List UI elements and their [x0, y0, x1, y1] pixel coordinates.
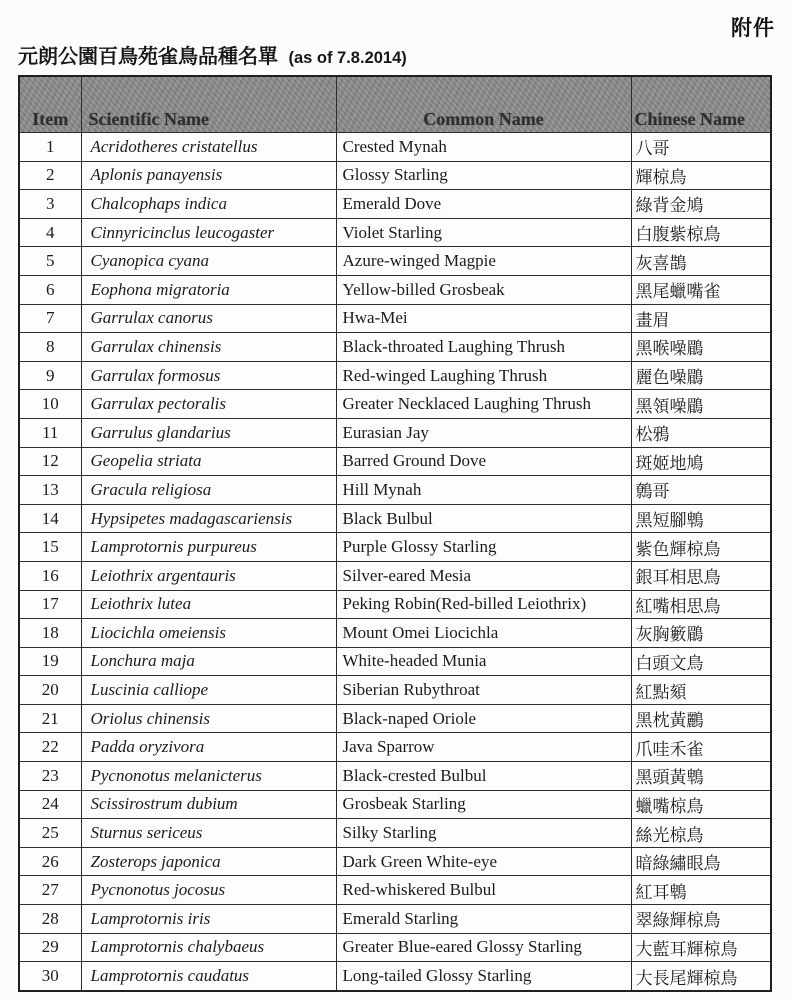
cell-chinese-name: 綠背金鳩: [631, 190, 771, 219]
cell-common-name: Silver-eared Mesia: [336, 561, 631, 590]
cell-scientific-name: Liocichla omeiensis: [81, 619, 336, 648]
cell-scientific-name: Chalcophaps indica: [81, 190, 336, 219]
cell-common-name: Glossy Starling: [336, 161, 631, 190]
table-row: [19, 704, 771, 733]
cell-chinese-name: 紅耳鵯: [631, 876, 771, 905]
cell-scientific-name: Garrulax formosus: [81, 361, 336, 390]
cell-scientific-name: Scissirostrum dubium: [81, 790, 336, 819]
cell-chinese-name: 白腹紫椋鳥: [631, 218, 771, 247]
cell-common-name: White-headed Munia: [336, 647, 631, 676]
cell-item-number: 28: [19, 905, 81, 934]
cell-scientific-name: Lamprotornis caudatus: [81, 962, 336, 991]
attachment-label: 附件: [731, 16, 775, 40]
table-row: [19, 418, 771, 447]
cell-common-name: Peking Robin(Red-billed Leiothrix): [336, 590, 631, 619]
cell-item-number: 30: [19, 962, 81, 991]
cell-chinese-name: 松鴉: [631, 418, 771, 447]
table-row: [19, 218, 771, 247]
table-row: [19, 933, 771, 962]
page-title-date-note: (as of 7.8.2014): [288, 49, 407, 67]
cell-item-number: 13: [19, 476, 81, 505]
page-title-chinese: 元朗公園百鳥苑雀鳥品種名單: [18, 46, 278, 68]
cell-item-number: 2: [19, 161, 81, 190]
cell-chinese-name: 紅嘴相思鳥: [631, 590, 771, 619]
cell-common-name: Mount Omei Liocichla: [336, 619, 631, 648]
cell-chinese-name: 蠟嘴椋鳥: [631, 790, 771, 819]
cell-common-name: Barred Ground Dove: [336, 447, 631, 476]
cell-chinese-name: 灰喜鵲: [631, 247, 771, 276]
cell-scientific-name: Padda oryzivora: [81, 733, 336, 762]
cell-scientific-name: Aplonis panayensis: [81, 161, 336, 190]
cell-scientific-name: Acridotheres cristatellus: [81, 133, 336, 162]
cell-item-number: 5: [19, 247, 81, 276]
table-row: [19, 847, 771, 876]
cell-chinese-name: 黑短腳鵯: [631, 504, 771, 533]
table-row: [19, 676, 771, 705]
cell-chinese-name: 畫眉: [631, 304, 771, 333]
cell-chinese-name: 紫色輝椋鳥: [631, 533, 771, 562]
cell-chinese-name: 鷯哥: [631, 476, 771, 505]
cell-chinese-name: 絲光椋鳥: [631, 819, 771, 848]
cell-scientific-name: Lonchura maja: [81, 647, 336, 676]
cell-scientific-name: Garrulax chinensis: [81, 333, 336, 362]
cell-item-number: 7: [19, 304, 81, 333]
table-row: [19, 304, 771, 333]
cell-chinese-name: 白頭文鳥: [631, 647, 771, 676]
cell-item-number: 21: [19, 704, 81, 733]
table-row: [19, 361, 771, 390]
cell-chinese-name: 黑領噪鶥: [631, 390, 771, 419]
table-row: [19, 647, 771, 676]
cell-common-name: Hill Mynah: [336, 476, 631, 505]
cell-chinese-name: 爪哇禾雀: [631, 733, 771, 762]
cell-common-name: Emerald Dove: [336, 190, 631, 219]
table-row: [19, 819, 771, 848]
cell-scientific-name: Lamprotornis chalybaeus: [81, 933, 336, 962]
cell-item-number: 18: [19, 619, 81, 648]
cell-chinese-name: 黑喉噪鶥: [631, 333, 771, 362]
table-row: [19, 333, 771, 362]
cell-common-name: Greater Blue-eared Glossy Starling: [336, 933, 631, 962]
table-row: [19, 733, 771, 762]
cell-common-name: Eurasian Jay: [336, 418, 631, 447]
cell-item-number: 14: [19, 504, 81, 533]
cell-scientific-name: Lamprotornis purpureus: [81, 533, 336, 562]
cell-common-name: Black-crested Bulbul: [336, 762, 631, 791]
cell-chinese-name: 麗色噪鶥: [631, 361, 771, 390]
cell-item-number: 24: [19, 790, 81, 819]
table-row: [19, 619, 771, 648]
cell-scientific-name: Cinnyricinclus leucogaster: [81, 218, 336, 247]
cell-scientific-name: Leiothrix lutea: [81, 590, 336, 619]
cell-scientific-name: Pycnonotus jocosus: [81, 876, 336, 905]
table-header-row: [19, 76, 771, 133]
cell-common-name: Red-whiskered Bulbul: [336, 876, 631, 905]
cell-item-number: 10: [19, 390, 81, 419]
cell-common-name: Java Sparrow: [336, 733, 631, 762]
table-row: [19, 133, 771, 162]
cell-common-name: Dark Green White-eye: [336, 847, 631, 876]
page-title: [18, 40, 407, 69]
cell-common-name: Greater Necklaced Laughing Thrush: [336, 390, 631, 419]
cell-chinese-name: 斑姬地鳩: [631, 447, 771, 476]
table-row: [19, 504, 771, 533]
cell-common-name: Violet Starling: [336, 218, 631, 247]
cell-common-name: Black-throated Laughing Thrush: [336, 333, 631, 362]
cell-chinese-name: 銀耳相思鳥: [631, 561, 771, 590]
table-row: [19, 190, 771, 219]
cell-common-name: Hwa-Mei: [336, 304, 631, 333]
cell-scientific-name: Garrulus glandarius: [81, 418, 336, 447]
table-row: [19, 476, 771, 505]
cell-chinese-name: 紅點頦: [631, 676, 771, 705]
cell-scientific-name: Eophona migratoria: [81, 275, 336, 304]
cell-item-number: 22: [19, 733, 81, 762]
cell-chinese-name: 黑枕黃鸝: [631, 704, 771, 733]
cell-scientific-name: Sturnus sericeus: [81, 819, 336, 848]
cell-item-number: 17: [19, 590, 81, 619]
cell-item-number: 19: [19, 647, 81, 676]
table-row: [19, 790, 771, 819]
cell-item-number: 6: [19, 275, 81, 304]
cell-common-name: Black Bulbul: [336, 504, 631, 533]
cell-item-number: 3: [19, 190, 81, 219]
cell-common-name: Siberian Rubythroat: [336, 676, 631, 705]
table-row: [19, 905, 771, 934]
cell-common-name: Azure-winged Magpie: [336, 247, 631, 276]
cell-common-name: Crested Mynah: [336, 133, 631, 162]
cell-chinese-name: 大長尾輝椋鳥: [631, 962, 771, 991]
cell-common-name: Black-naped Oriole: [336, 704, 631, 733]
cell-item-number: 1: [19, 133, 81, 162]
cell-common-name: Grosbeak Starling: [336, 790, 631, 819]
column-header-common-name: Common Name: [336, 76, 631, 133]
column-header-item: Item: [19, 76, 81, 133]
table-row: [19, 447, 771, 476]
cell-item-number: 27: [19, 876, 81, 905]
cell-item-number: 9: [19, 361, 81, 390]
table-row: [19, 390, 771, 419]
cell-item-number: 8: [19, 333, 81, 362]
cell-scientific-name: Zosterops japonica: [81, 847, 336, 876]
cell-chinese-name: 黑尾蠟嘴雀: [631, 275, 771, 304]
cell-common-name: Red-winged Laughing Thrush: [336, 361, 631, 390]
cell-scientific-name: Gracula religiosa: [81, 476, 336, 505]
cell-scientific-name: Geopelia striata: [81, 447, 336, 476]
cell-item-number: 29: [19, 933, 81, 962]
cell-scientific-name: Garrulax pectoralis: [81, 390, 336, 419]
table-row: [19, 247, 771, 276]
table-row: [19, 876, 771, 905]
cell-common-name: Long-tailed Glossy Starling: [336, 962, 631, 991]
cell-common-name: Purple Glossy Starling: [336, 533, 631, 562]
cell-item-number: 20: [19, 676, 81, 705]
cell-chinese-name: 翠綠輝椋鳥: [631, 905, 771, 934]
table-row: [19, 161, 771, 190]
cell-item-number: 12: [19, 447, 81, 476]
cell-chinese-name: 暗綠繡眼鳥: [631, 847, 771, 876]
table-row: [19, 275, 771, 304]
cell-item-number: 4: [19, 218, 81, 247]
cell-scientific-name: Garrulax canorus: [81, 304, 336, 333]
cell-chinese-name: 八哥: [631, 133, 771, 162]
cell-item-number: 15: [19, 533, 81, 562]
cell-scientific-name: Luscinia calliope: [81, 676, 336, 705]
cell-chinese-name: 輝椋鳥: [631, 161, 771, 190]
column-header-chinese-name: Chinese Name: [631, 76, 771, 133]
cell-scientific-name: Oriolus chinensis: [81, 704, 336, 733]
table-row: [19, 533, 771, 562]
cell-scientific-name: Pycnonotus melanicterus: [81, 762, 336, 791]
bird-species-table: [18, 75, 772, 992]
table-row: [19, 762, 771, 791]
cell-chinese-name: 灰胸籔鶥: [631, 619, 771, 648]
cell-item-number: 26: [19, 847, 81, 876]
cell-scientific-name: Hypsipetes madagascariensis: [81, 504, 336, 533]
cell-scientific-name: Cyanopica cyana: [81, 247, 336, 276]
cell-item-number: 25: [19, 819, 81, 848]
cell-item-number: 11: [19, 418, 81, 447]
table-row: [19, 561, 771, 590]
cell-item-number: 23: [19, 762, 81, 791]
table-row: [19, 590, 771, 619]
cell-common-name: Yellow-billed Grosbeak: [336, 275, 631, 304]
cell-item-number: 16: [19, 561, 81, 590]
table-row: [19, 962, 771, 991]
cell-common-name: Silky Starling: [336, 819, 631, 848]
cell-chinese-name: 大藍耳輝椋鳥: [631, 933, 771, 962]
cell-common-name: Emerald Starling: [336, 905, 631, 934]
column-header-scientific-name: Scientific Name: [81, 76, 336, 133]
cell-scientific-name: Lamprotornis iris: [81, 905, 336, 934]
cell-chinese-name: 黑頭黃鵯: [631, 762, 771, 791]
table-body: [19, 133, 771, 991]
cell-scientific-name: Leiothrix argentauris: [81, 561, 336, 590]
